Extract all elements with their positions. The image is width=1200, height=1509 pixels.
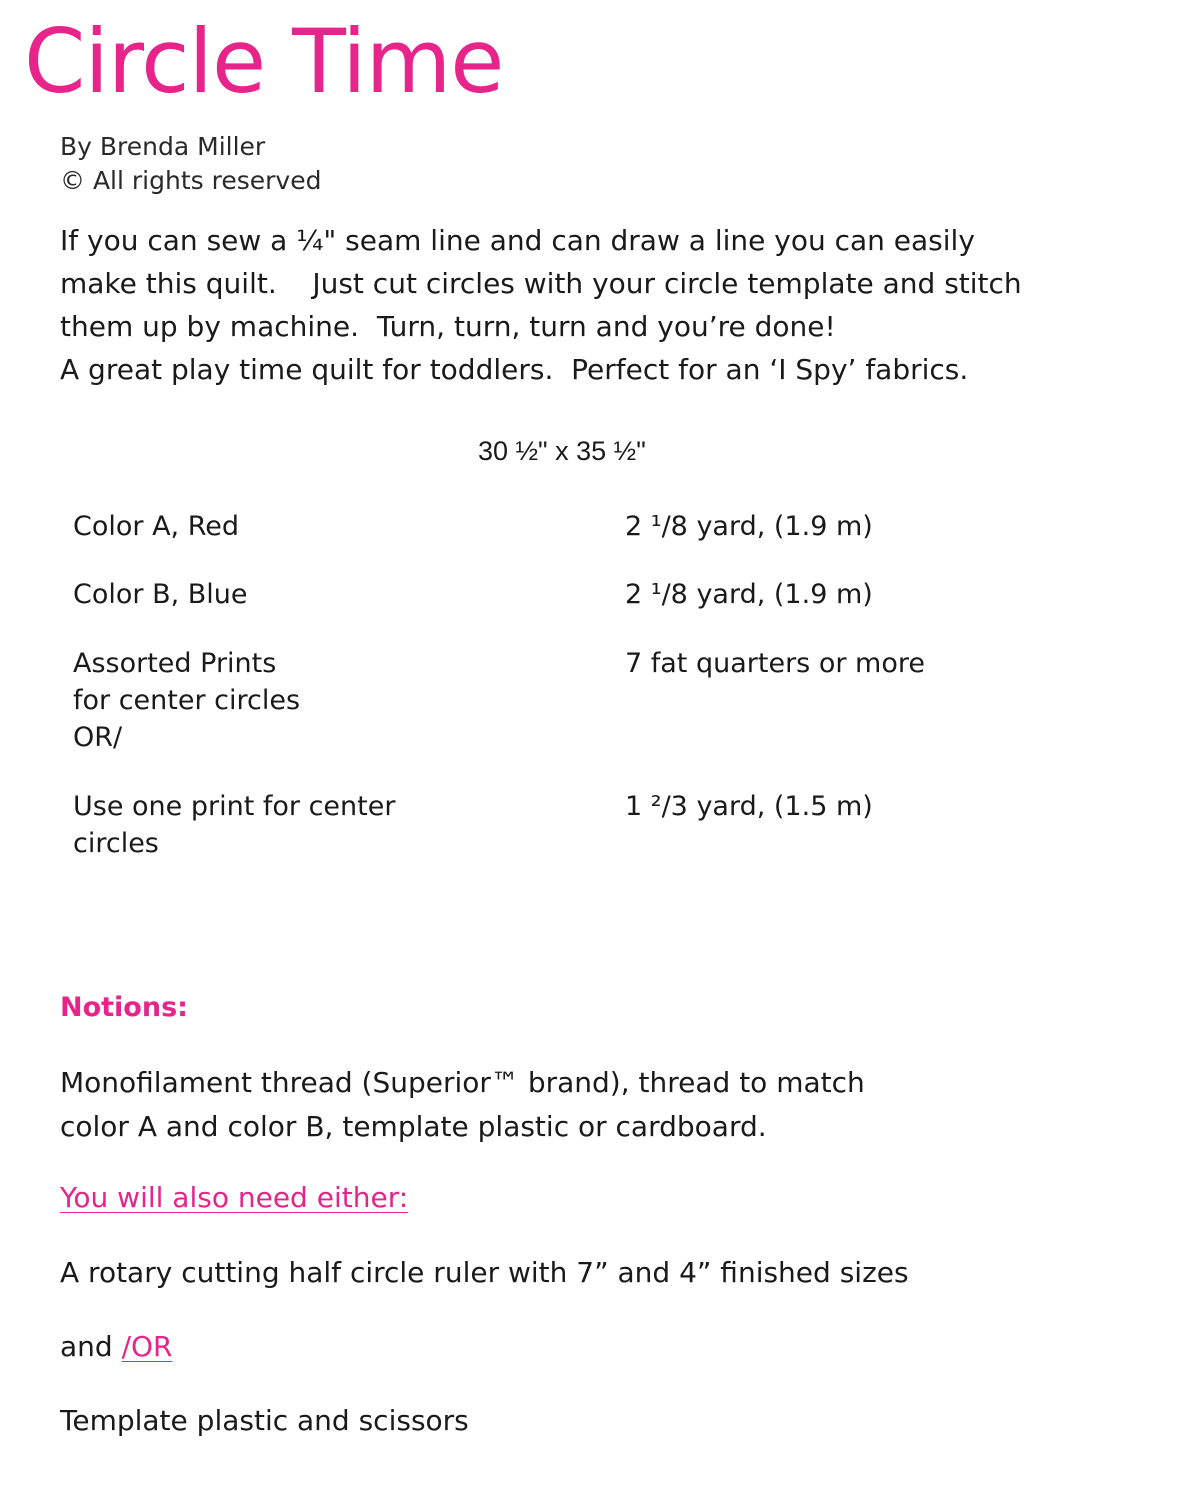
page-title: Circle Time — [24, 10, 504, 113]
requirement-amount: 2 ¹/8 yard, (1.9 m) — [625, 511, 873, 542]
byline — [60, 130, 321, 198]
requirement-amount: 7 fat quarters or more — [625, 648, 925, 679]
and-text: and — [60, 1330, 122, 1363]
copyright-notice: © All rights reserved — [60, 166, 322, 195]
requirement-label: Color B, Blue — [73, 579, 248, 610]
finished-size: 30 ½" x 35 ½" — [478, 436, 646, 466]
option-template-plastic: Template plastic and scissors — [60, 1404, 469, 1437]
requirement-label: Assorted Prints for center circles OR/ — [73, 648, 301, 753]
option-rotary-ruler: A rotary cutting half circle ruler with 7” and 4” finished sizes — [60, 1256, 909, 1289]
intro-paragraph — [60, 219, 1170, 391]
notions-line: Monofilament thread (Superior™ brand), thread to match — [60, 1066, 865, 1099]
requirement-label: Use one print for center circles — [73, 791, 396, 859]
intro-line: If you can sew a ¼" seam line and can draw a line you can easily — [60, 224, 975, 257]
notions-heading: Notions: — [60, 992, 188, 1023]
requirement-label: Color A, Red — [73, 511, 240, 542]
requirement-amount: 1 ²/3 yard, (1.5 m) — [625, 791, 873, 822]
intro-line: A great play time quilt for toddlers. Perfect for an ‘I Spy’ fabrics. — [60, 353, 969, 386]
also-need-link[interactable]: You will also need either: — [60, 1181, 409, 1214]
intro-line: them up by machine. Turn, turn, turn and you’re done! — [60, 310, 836, 343]
intro-line: make this quilt. Just cut circles with your circle template and stitch — [60, 267, 1022, 300]
or-link[interactable]: /OR — [121, 1330, 173, 1363]
requirement-amount: 2 ¹/8 yard, (1.9 m) — [625, 579, 873, 610]
and-or-line — [60, 1327, 173, 1367]
notions-line: color A and color B, template plastic or cardboard. — [60, 1110, 767, 1143]
notions-text — [60, 1061, 865, 1149]
author-name: By Brenda Miller — [60, 132, 266, 161]
